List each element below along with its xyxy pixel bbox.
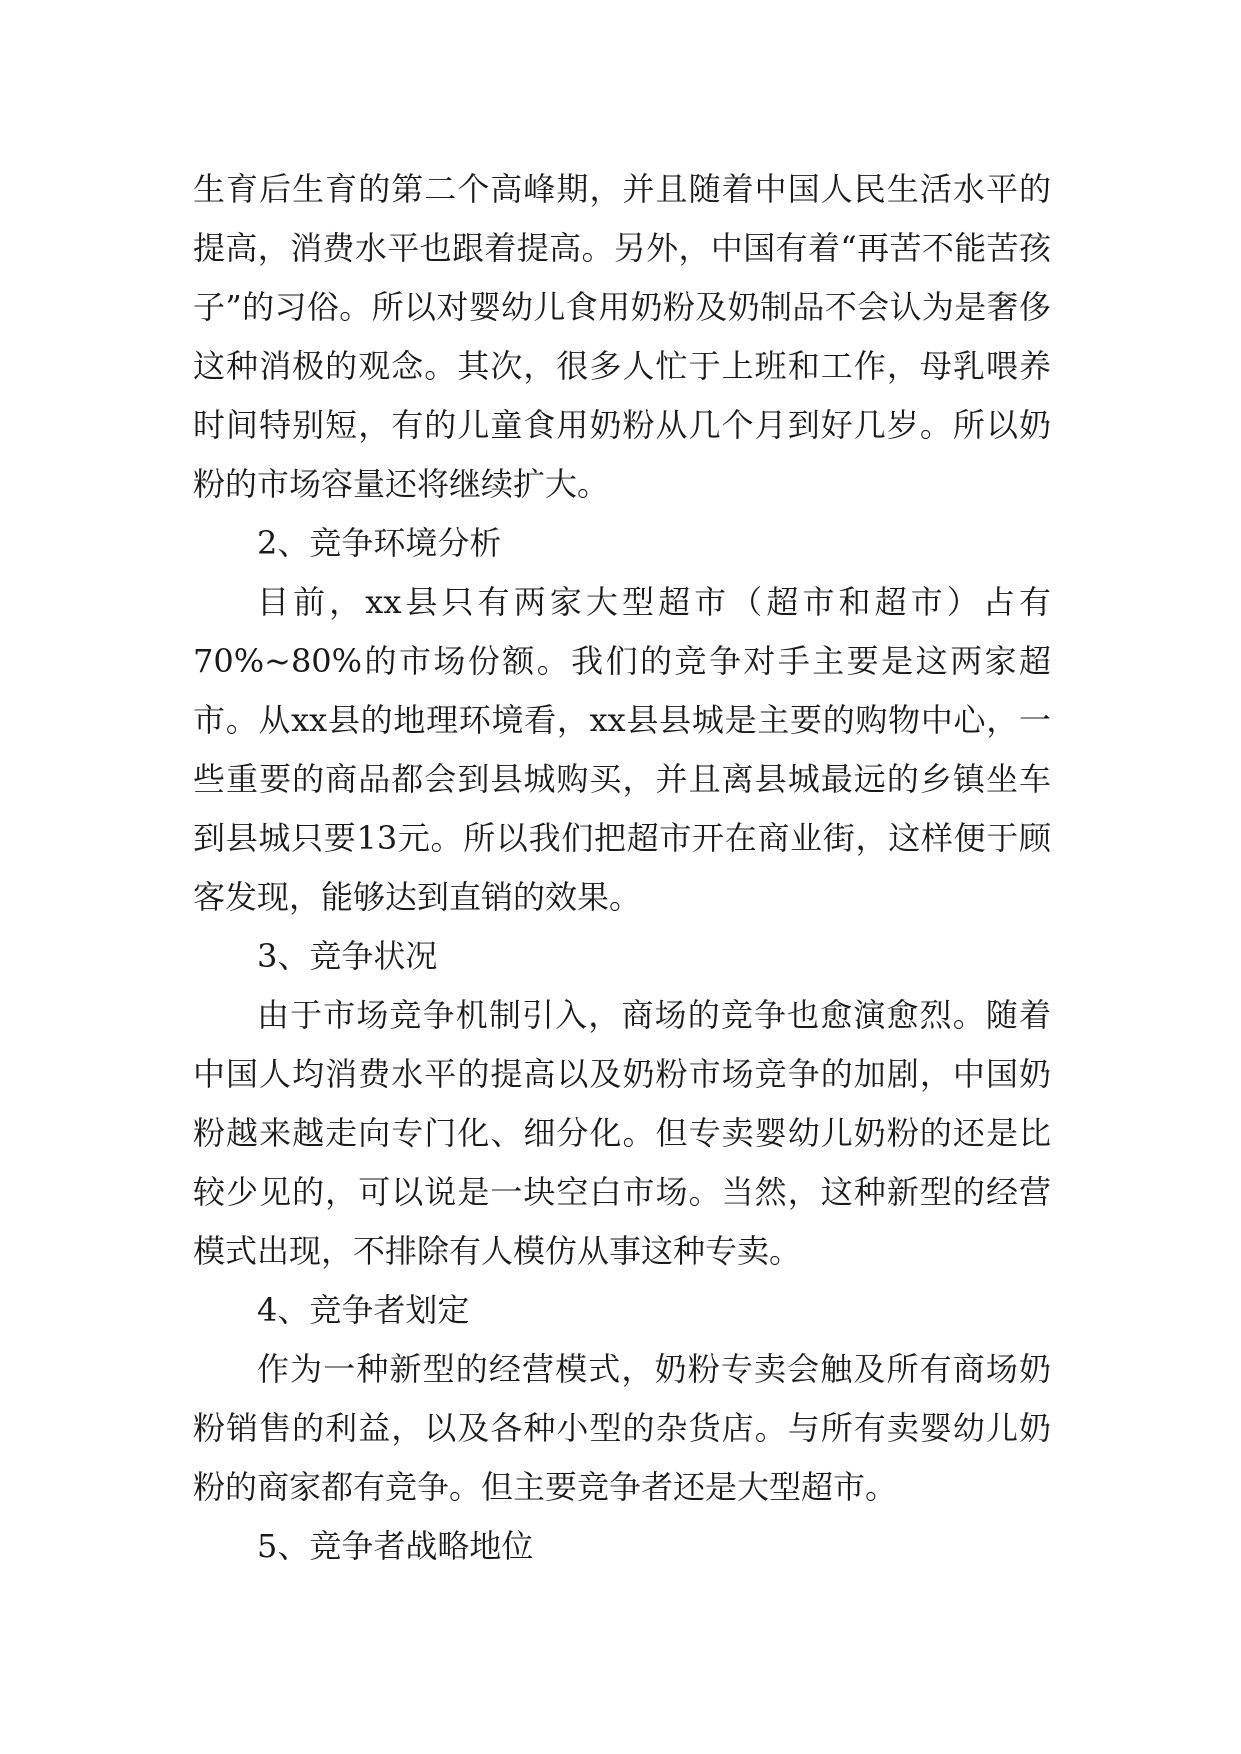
paragraph-competitor-definition: 作为一种新型的经营模式，奶粉专卖会触及所有商场奶粉销售的利益，以及各种小型的杂货店。与所有卖婴幼儿奶粉的商家都有竞争。但主要竞争者还是大型超市。 <box>193 1350 1051 1506</box>
paragraph-competitive-environment: 目前，xx县只有两家大型超市（超市和超市）占有70%~80%的市场份额。我们的竞争对手主要是这两家超市。从xx县的地理环境看，xx县县城是主要的购物中心，一些重要的商品都会到县城购买，并且离县城最远的乡镇坐车到县城只要13元。所以我们把超市开在商业街，这样便于顾客发现，能够达到直销的效果。 <box>193 583 1051 916</box>
section-heading-competitor-definition: 4、竞争者划定 <box>257 1291 470 1329</box>
paragraph-market-capacity: 生育后生育的第二个高峰期，并且随着中国人民生活水平的提高，消费水平也跟着提高。另外，中国有着“再苦不能苦孩子”的习俗。所以对婴幼儿食用奶粉及奶制品不会认为是奢侈这种消极的观念。其次，很多人忙于上班和工作，母乳喂养时间特别短，有的儿童食用奶粉从几个月到好几岁。所以奶粉的市场容量还将继续扩大。 <box>193 170 1051 503</box>
paragraph-competition-status: 由于市场竞争机制引入，商场的竞争也愈演愈烈。随着中国人均消费水平的提高以及奶粉市场竞争的加剧，中国奶粉越来越走向专门化、细分化。但专卖婴幼儿奶粉的还是比较少见的，可以说是一块空白市场。当然，这种新型的经营模式出现，不排除有人模仿从事这种专卖。 <box>193 996 1051 1270</box>
section-heading-competition-status: 3、竞争状况 <box>257 937 438 975</box>
document-page <box>193 160 1051 1576</box>
section-heading-competitor-strategic-position: 5、竞争者战略地位 <box>257 1527 534 1565</box>
section-heading-competitive-environment: 2、竞争环境分析 <box>257 524 502 562</box>
